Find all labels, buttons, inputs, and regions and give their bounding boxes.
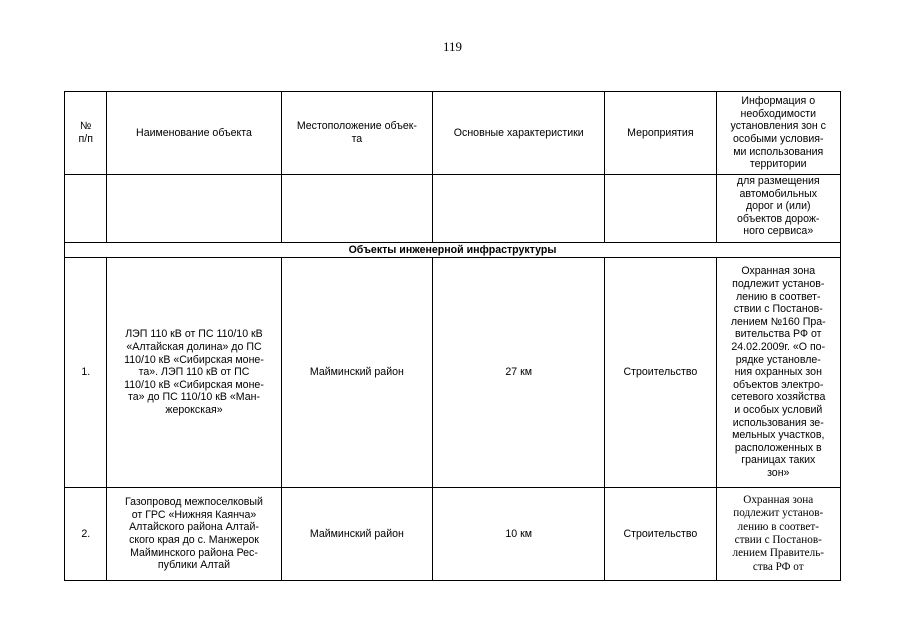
- header-num: № п/п: [65, 92, 107, 175]
- object-name: ЛЭП 110 кВ от ПС 110/10 кВ «Алтайская долина» до ПС 110/10 кВ «Сибирская моне- та». ЛЭП 110 кВ от ПС 110/10 кВ «Сибирская моне- та» до ПС 110/10 кВ «Ман- жерокская»: [107, 258, 281, 488]
- object-characteristics: 27 км: [433, 258, 605, 488]
- section-title: Объекты инженерной инфраструктуры: [65, 243, 841, 258]
- object-measures: Строительство: [605, 488, 716, 581]
- page-number: 119: [442, 39, 463, 54]
- section-row: [65, 243, 841, 258]
- object-location: Майминский район: [281, 258, 433, 488]
- header-name: Наименование объекта: [107, 92, 281, 175]
- object-zone-info: Охранная зона подлежит установ- лению в соответ- ствии с Постанов- лением №160 Пра- вительства РФ от 24.02.2009г. «О по- рядке установле- ния охранных зон объектов электро- сетевого хозяйства и особых условий использования зе- мельных участков, расположенных в границах таких зон»: [716, 258, 840, 488]
- continuation-info: для размещения автомобильных дорог и (или) объектов дорож- ного сервиса»: [716, 175, 840, 243]
- object-zone-info: Охранная зона подлежит установ- лению в соответ- ствии с Постанов- лением Правитель- ства РФ от: [716, 488, 840, 581]
- object-measures: Строительство: [605, 258, 716, 488]
- row-number: 2.: [65, 488, 107, 581]
- row-number: 1.: [65, 258, 107, 488]
- table-row: [65, 258, 841, 488]
- object-characteristics: 10 км: [433, 488, 605, 581]
- infrastructure-table: [64, 91, 841, 581]
- object-location: Майминский район: [281, 488, 433, 581]
- header-measures: Мероприятия: [605, 92, 716, 175]
- object-name: Газопровод межпоселковый от ГРС «Нижняя Каянча» Алтайского района Алтай- ского края до с. Манжерок Майминского района Рес- публики Алтай: [107, 488, 281, 581]
- continuation-row: [65, 175, 841, 243]
- table-row: [65, 488, 841, 581]
- header-info: Информация о необходимости установления зон с особыми условия- ми использования территории: [716, 92, 840, 175]
- header-characteristics: Основные характеристики: [433, 92, 605, 175]
- table-header-row: [65, 92, 841, 175]
- header-location: Местоположение объек- та: [281, 92, 433, 175]
